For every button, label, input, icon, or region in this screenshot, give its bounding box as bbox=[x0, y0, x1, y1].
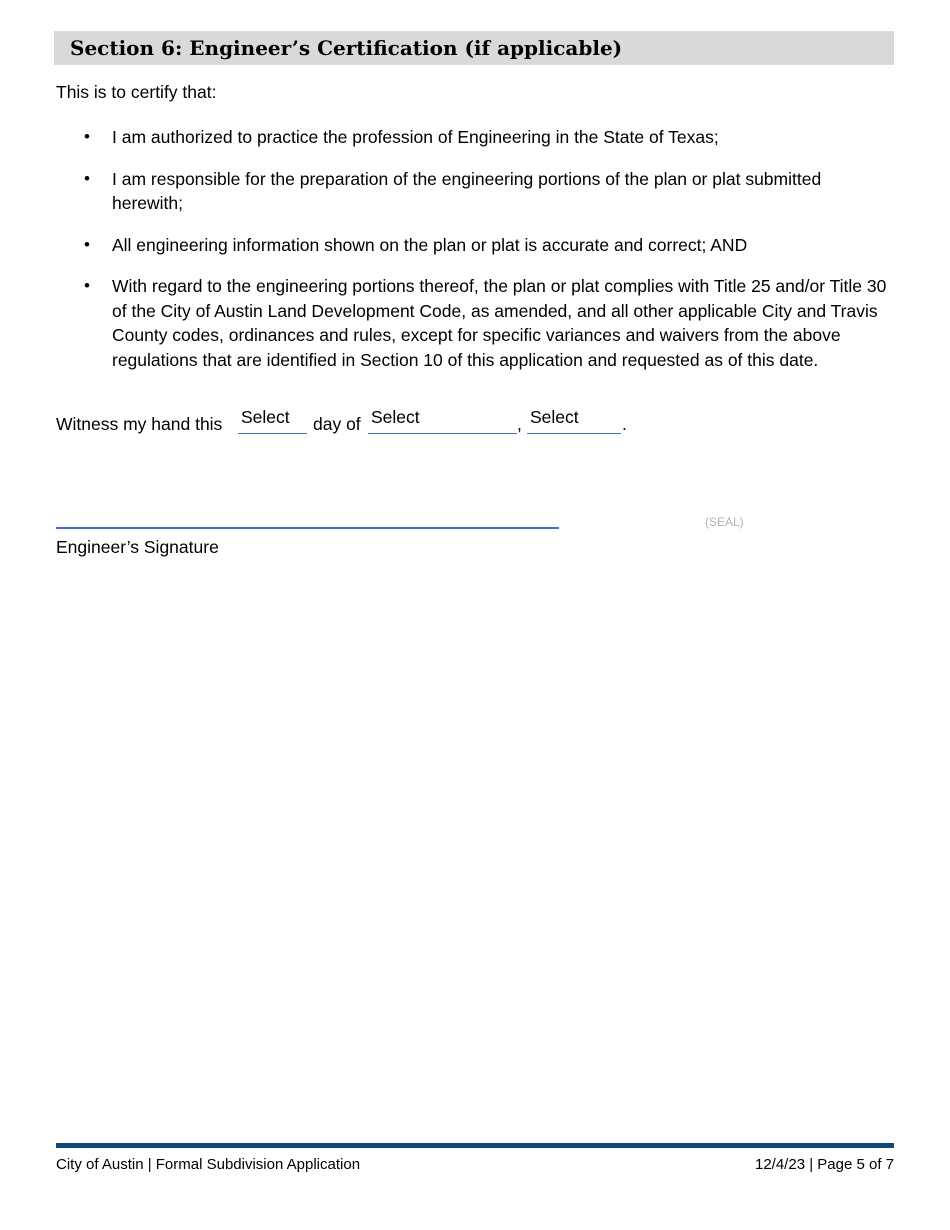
month-select-value: Select bbox=[371, 407, 420, 427]
list-item-text: With regard to the engineering portions thereof, the plan or plat complies with Title 25 and/or Title 30 of the City of Austin Land Development Code, as amended, and all other applicable City and Travis County codes, ordinances and rules, except for specific variances and waivers from the above regulations that are identified in Section 10 of this application and requested as of this date. bbox=[112, 276, 887, 370]
period-text: . bbox=[622, 414, 627, 434]
footer-divider bbox=[56, 1143, 894, 1148]
list-item bbox=[56, 167, 894, 216]
section-header bbox=[54, 31, 894, 65]
intro-text: This is to certify that: bbox=[56, 82, 217, 102]
certification-list bbox=[56, 125, 894, 389]
list-item bbox=[56, 274, 894, 372]
list-item-text: All engineering information shown on the plan or plat is accurate and correct; AND bbox=[112, 234, 748, 255]
signature-label: Engineer’s Signature bbox=[56, 537, 219, 557]
section-title: Section 6: Engineer’s Certification (if applicable) bbox=[70, 36, 623, 60]
footer-title: City of Austin | Formal Subdivision Application bbox=[56, 1156, 361, 1173]
day-select[interactable] bbox=[238, 406, 307, 434]
bullet-icon: • bbox=[84, 234, 90, 254]
month-select[interactable] bbox=[368, 406, 517, 434]
witness-prefix: Witness my hand this bbox=[56, 414, 223, 434]
year-select-value: Select bbox=[530, 407, 579, 427]
list-item bbox=[56, 233, 894, 258]
day-of-text: day of bbox=[313, 414, 361, 434]
list-item bbox=[56, 125, 894, 150]
bullet-icon: • bbox=[84, 276, 90, 295]
witness-line bbox=[56, 402, 896, 438]
day-select-value: Select bbox=[241, 407, 290, 427]
list-item-text: I am authorized to practice the profession of Engineering in the State of Texas; bbox=[112, 127, 719, 147]
seal-label: (SEAL) bbox=[705, 515, 744, 529]
bullet-icon: • bbox=[84, 168, 90, 188]
footer-page-info: 12/4/23 | Page 5 of 7 bbox=[754, 1156, 894, 1173]
signature-line[interactable] bbox=[56, 527, 559, 529]
list-item-text: I am responsible for the preparation of the engineering portions of the plan or plat submitted herewith; bbox=[112, 168, 822, 213]
year-select[interactable] bbox=[527, 406, 621, 434]
comma-text: , bbox=[517, 414, 522, 434]
bullet-icon: • bbox=[84, 127, 90, 146]
